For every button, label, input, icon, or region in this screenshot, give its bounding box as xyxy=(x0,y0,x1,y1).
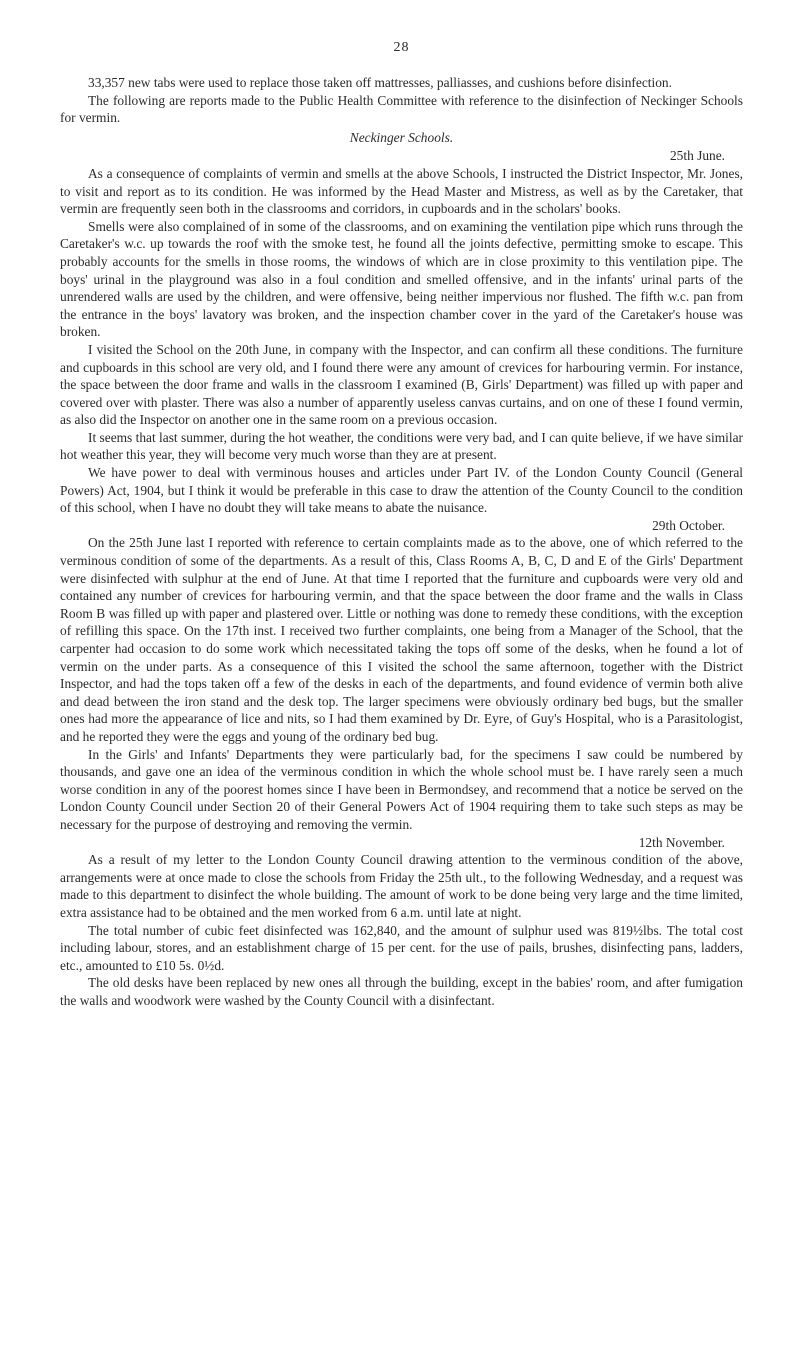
report-paragraph: The total number of cubic feet disinfected was 162,840, and the amount of sulphur used was 819½lbs. The total cost including labour, stores, and an establishment charge of 15 per cent. for the use of pails, brushes, disinfecting pans, ladders, etc., amounted to £10 5s. 0½d. xyxy=(60,922,743,973)
report-paragraph: We have power to deal with verminous houses and articles under Part IV. of the London County Council (General Powers) Act, 1904, but I think it would be preferable in this case to draw the attention of the County Council to the condition of this school, when I have no doubt they will take means to abate the nuisance. xyxy=(60,465,743,516)
report-paragraph: As a result of my letter to the London County Council drawing attention to the verminous condition of the above, arrangements were at once made to close the schools from Friday the 25th ult., to the following Wednesday, and a request was made to this department to disinfect the whole building. The amount of work to be done being very large and the time limited, extra assistance had to be obtained and the men worked from 6 a.m. until late at night. xyxy=(60,852,743,920)
document-page xyxy=(60,40,743,1009)
page-number: 28 xyxy=(393,40,410,55)
intro-paragraph-2: The following are reports made to the Public Health Committee with reference to the disinfection of Neckinger Schools for vermin. xyxy=(60,92,743,126)
intro-paragraph-1: 33,357 new tabs were used to replace those taken off mattresses, palliasses, and cushions before disinfection. xyxy=(88,75,672,90)
report-paragraph: I visited the School on the 20th June, in company with the Inspector, and can confirm all these conditions. The furniture and cupboards in this school are very old, and I found there were any amount of crevices for harbouring vermin. For instance, the space between the door frame and walls in the classroom I examined (B, Girls' Department) was filled up with paper and covered over with plaster. There was also a number of apparently useless canvas curtains, and on one of these I found vermin, as also did the Inspector on another one in the same room on a previous occasion. xyxy=(60,341,743,428)
report-paragraph: It seems that last summer, during the hot weather, the conditions were very bad, and I can quite believe, if we have similar hot weather this year, they will become very much worse than they are at present. xyxy=(60,429,743,463)
report-29-october xyxy=(60,517,743,834)
report-paragraph: On the 25th June last I reported with reference to certain complaints made as to the above, one of which referred to the verminous condition of some of the departments. As a result of this, Class Rooms A, B, C, D and E of the Girls' Department were disinfected with sulphur at the end of June. At that time I reported that the furniture and cupboards were very old and contained any number of crevices for harbouring vermin, and that the space between the door frame and the walls in Class Room B was filled up with paper and plastered over. Little or nothing was done to remedy these conditions, with the exception of refilling this space. On the 17th inst. I received two further complaints, one being from a Manager of the School, that the carpenter had occasion to do some work which necessitated taking the tops off some of the desks, when he found a lot of vermin on the under parts. As a consequence of this I visited the school the same afternoon, together with the District Inspector, and had the tops taken off a few of the desks in each of the departments, and found evidence of vermin both alive and dead between the iron stand and the desk top. The larger specimens were obviously ordinary bed bugs, but the smaller ones had more the appearance of lice and nits, so I had them examined by Dr. Eyre, of Guy's Hospital, who is a Parasitologist, and he reported they were the eggs and young of the ordinary bed bug. xyxy=(60,535,743,744)
report-date: 12th November. xyxy=(638,834,725,850)
report-paragraph: As a consequence of complaints of vermin and smells at the above Schools, I instructed the District Inspector, Mr. Jones, to visit and report as to its condition. He was informed by the Head Master and Mistress, as well as by the Caretaker, that vermin are frequently seen both in the classrooms and corridors, in cupboards and in the scholars' books. xyxy=(60,165,743,217)
report-paragraph: In the Girls' and Infants' Departments they were particularly bad, for the specimens I saw could be numbered by thousands, and gave one an idea of the verminous condition in which the whole school must be. I have rarely seen a much worse condition in any of the poorest homes since I have been in Bermondsey, and recommend that a notice be served on the London County Council under Section 20 of their General Powers Act of 1904 requiring them to take such steps as may be necessary for the purpose of destroying and removing the vermin. xyxy=(60,746,743,832)
report-25-june xyxy=(60,147,743,516)
report-paragraph: Smells were also complained of in some of the classrooms, and on examining the ventilation pipe which runs through the Caretaker's w.c. up towards the roof with the smoke test, he found all the joints defective, permitting smoke to escape. This probably accounts for the smells in those rooms, the windows of which are in close proximity to this ventilation pipe. The boys' urinal in the playground was also in a foul condition and smelled offensive, and in the infants' urinal parts of the unrendered walls are used by the children, and were offensive, being neither impervious nor flushed. The fifth w.c. pan from the entrance in the boys' lavatory was broken, and the inspection chamber cover in the yard of the Caretaker's house was broken. xyxy=(60,218,743,340)
report-12-november xyxy=(60,834,743,1010)
report-date: 29th October. xyxy=(652,517,725,533)
report-date: 25th June. xyxy=(669,148,725,164)
section-title: Neckinger Schools. xyxy=(349,129,454,145)
report-paragraph: The old desks have been replaced by new ones all through the building, except in the babies' room, and after fumigation the walls and woodwork were washed by the County Council with a disinfectant. xyxy=(60,975,743,1008)
